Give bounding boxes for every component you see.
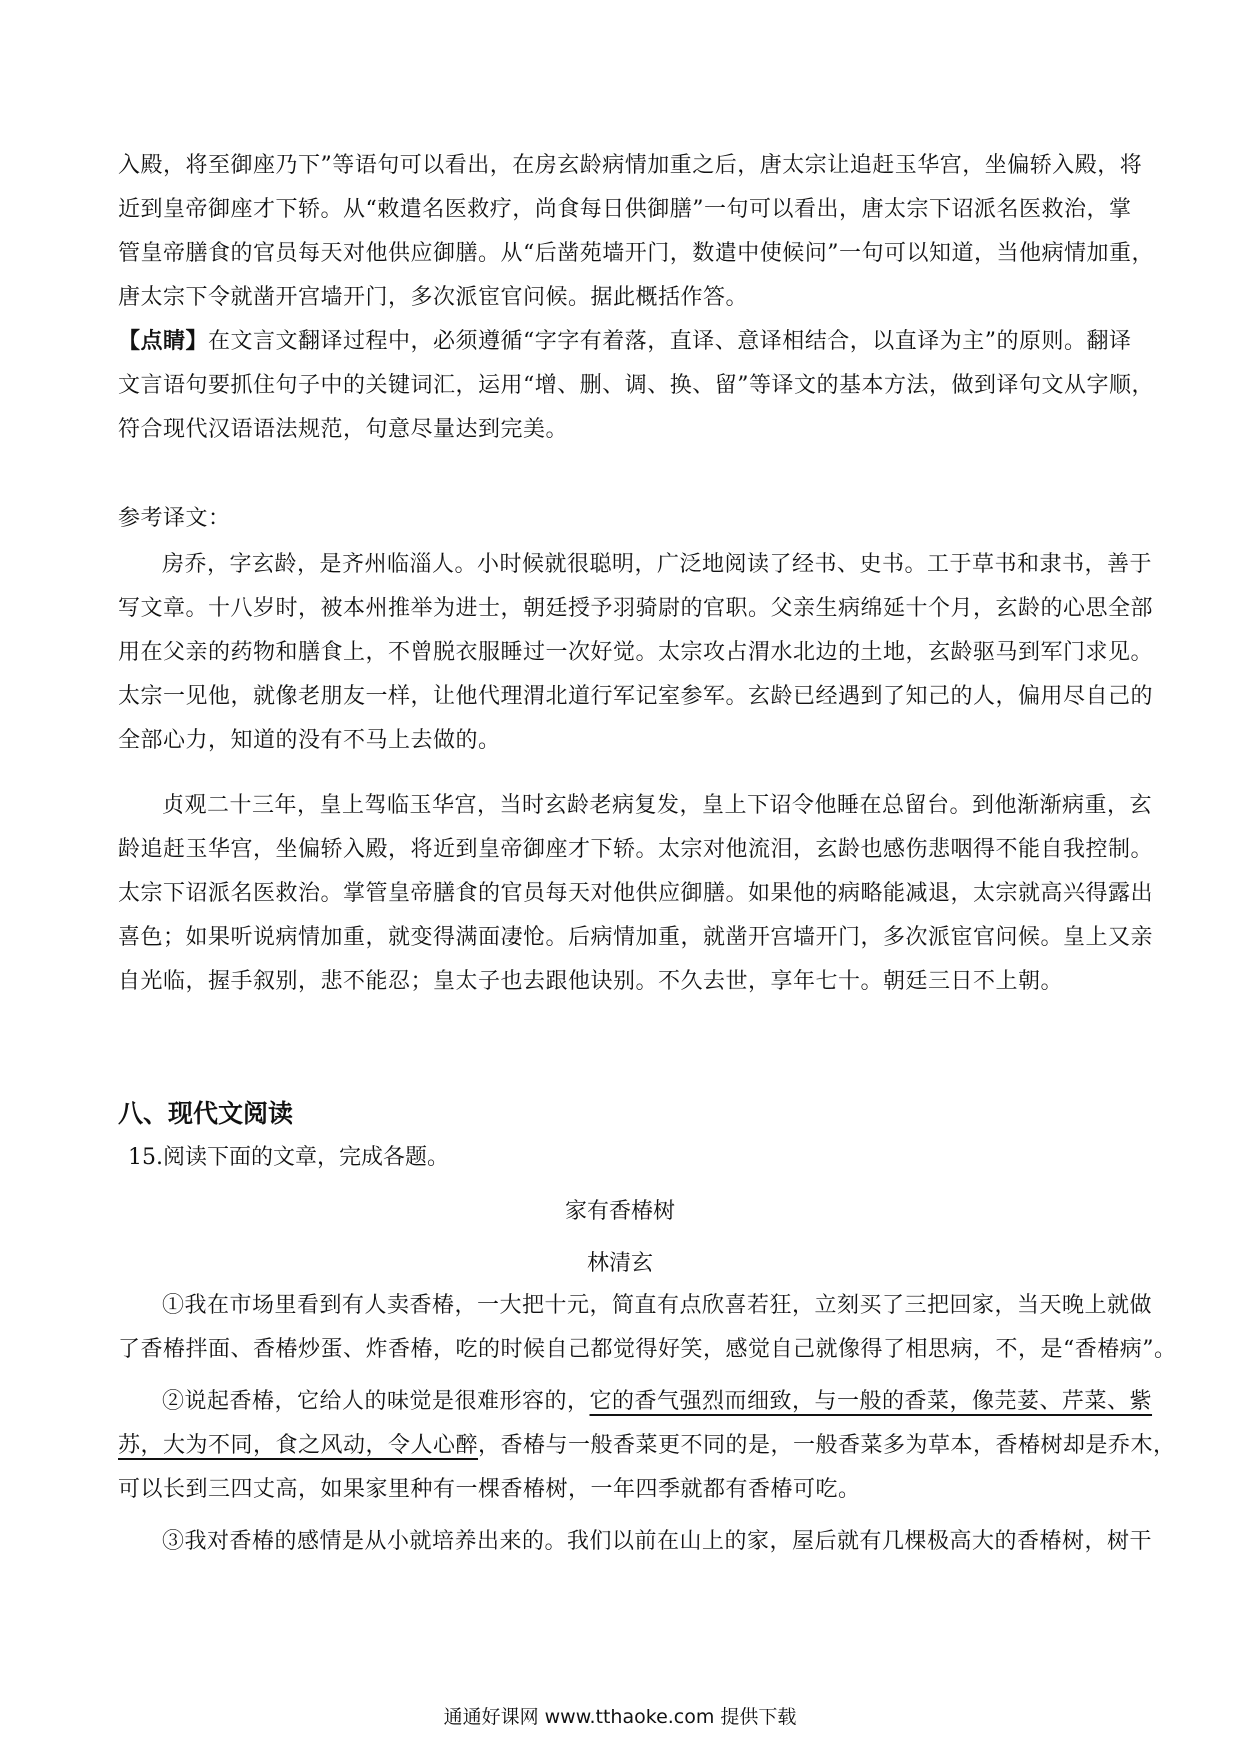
text-line: 龄追赶玉华宫，坐偏轿入殿，将近到皇帝御座才下轿。太宗对他流泪，玄龄也感伤悲咽得不能自我控制。 (118, 837, 1154, 862)
text-line: 自光临，握手叙别，悲不能忍；皇太子也去跟他诀别。不久去世，享年七十。朝廷三日不上朝。 (118, 969, 1064, 994)
text-line: 符合现代汉语语法规范，句意尽量达到完美。 (118, 417, 569, 442)
text-line: 近到皇帝御座才下轿。从“敕遣名医救疗，尚食每日供御膳”一句可以看出，唐太宗下诏派名医救治，掌 (118, 197, 1132, 222)
section-heading: 八、现代文阅读 (118, 1099, 294, 1128)
article-paragraph-3 (118, 1520, 1153, 1564)
text-line: 用在父亲的药物和膳食上，不曾脱衣服睡过一次好觉。太宗攻占渭水北边的土地，玄龄驱马到军门求见。 (118, 640, 1154, 665)
text-line: 了香椿拌面、香椿炒蛋、炸香椿，吃的时候自己都觉得好笑，感觉自己就像得了相思病，不，是“香椿病”。 (118, 1337, 1177, 1362)
question-prompt: 15.阅读下面的文章，完成各题。 (128, 1145, 449, 1170)
tip-paragraph (118, 320, 1154, 452)
underlined-text: 它的香气强烈而细致，与一般的香菜，像芫荽、芹菜、紫 (589, 1389, 1153, 1414)
article-paragraph-2 (118, 1380, 1176, 1512)
translation-paragraph-2 (118, 784, 1154, 1004)
text-line: 入殿，将至御座乃下”等语句可以看出，在房玄龄病情加重之后，唐太宗让追赶玉华宫，坐偏轿入殿，将 (118, 153, 1143, 178)
text-line: 可以长到三四丈高，如果家里种有一棵香椿树，一年四季就都有香椿可吃。 (118, 1477, 861, 1502)
underlined-text: 苏，大为不同，食之风动，令人心醉 (118, 1433, 479, 1458)
translation-heading: 参考译文： (118, 506, 231, 531)
tip-label: 【点睛】 (118, 329, 209, 354)
text-line: 全部心力，知道的没有不马上去做的。 (118, 728, 501, 753)
text-line: ①我在市场里看到有人卖香椿，一大把十元，简直有点欣喜若狂，立刻买了三把回家，当天晚上就做 (162, 1293, 1153, 1318)
text-line: 写文章。十八岁时，被本州推举为进士，朝廷授予羽骑尉的官职。父亲生病绵延十个月，玄龄的心思全部 (118, 596, 1154, 621)
text-line: ③我对香椿的感情是从小就培养出来的。我们以前在山上的家，屋后就有几棵极高大的香椿树，树干 (162, 1529, 1153, 1554)
text-line: 贞观二十三年，皇上驾临玉华宫，当时玄龄老病复发，皇上下诏令他睡在总留台。到他渐渐病重，玄 (162, 793, 1153, 818)
page-footer: 通通好课网 www.tthaoke.com 提供下载 (443, 1706, 797, 1728)
text-line: 太宗一见他，就像老朋友一样，让他代理渭北道行军记室参军。玄龄已经遇到了知己的人，偏用尽自己的 (118, 684, 1154, 709)
text-line: 太宗下诏派名医救治。掌管皇帝膳食的官员每天对他供应御膳。如果他的病略能减退，太宗就高兴得露出 (118, 881, 1154, 906)
text-line: 房乔，字玄龄，是齐州临淄人。小时候就很聪明，广泛地阅读了经书、史书。工于草书和隶书，善于 (162, 552, 1153, 577)
article-title: 家有香椿树 (564, 1199, 675, 1224)
text-line: 唐太宗下令就凿开宫墙开门，多次派宦官问候。据此概括作答。 (118, 285, 749, 310)
article-paragraph-1 (118, 1284, 1177, 1372)
text-line: 文言语句要抓住句子中的关键词汇，运用“增、删、调、换、留”等译文的基本方法，做到译句文从字顺， (118, 373, 1154, 398)
text-segment: ②说起香椿，它给人的味觉是很难形容的， (162, 1389, 590, 1414)
analysis-paragraph (118, 144, 1154, 320)
text-line: 在文言文翻译过程中，必须遵循“字字有着落，直译、意译相结合，以直译为主”的原则。翻译 (208, 329, 1132, 354)
translation-paragraph-1 (118, 543, 1154, 763)
text-line: 管皇帝膳食的官员每天对他供应御膳。从“后凿苑墙开门，数遣中使候问”一句可以知道，当他病情加重， (118, 241, 1154, 266)
text-line: 喜色；如果听说病情加重，就变得满面凄怆。后病情加重，就凿开宫墙开门，多次派宦官问候。皇上又亲 (118, 925, 1154, 950)
text-segment: ，香椿与一般香菜更不同的是，一般香菜多为草本，香椿树却是乔木， (478, 1433, 1176, 1458)
article-author: 林清玄 (586, 1251, 653, 1276)
